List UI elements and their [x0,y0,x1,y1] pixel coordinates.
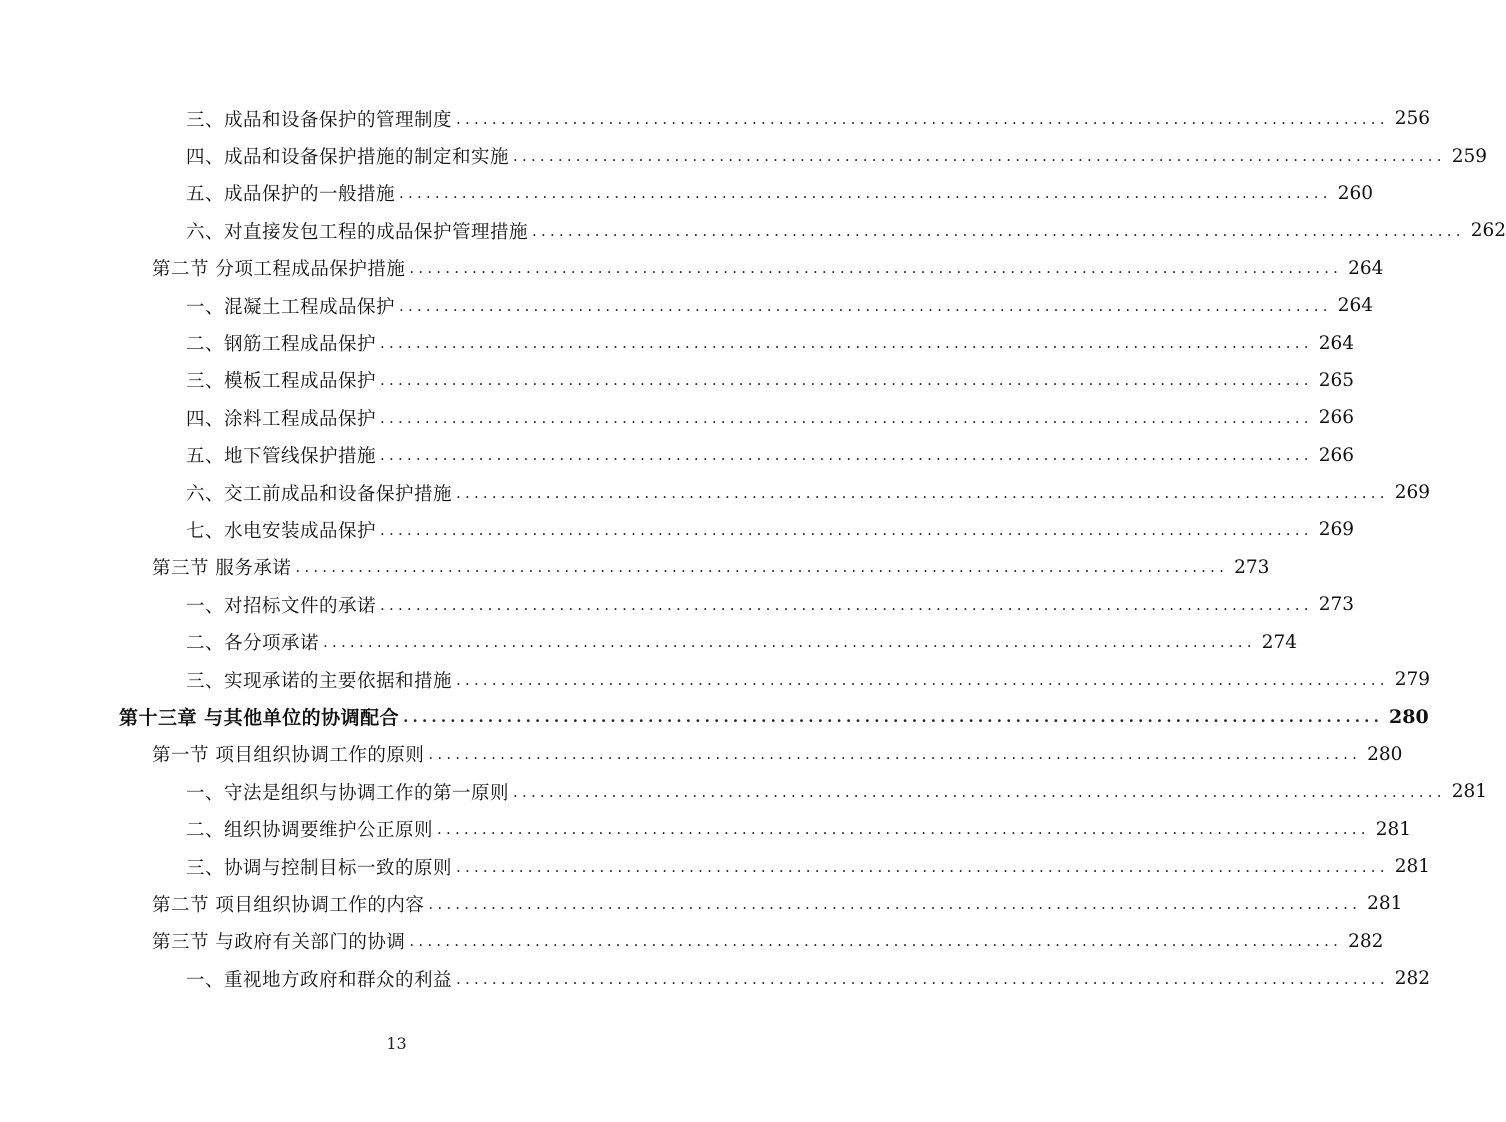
dot-leader: ........................................................................................................ [532,221,1465,240]
dot-leader: ........................................................................................................ [409,932,1343,951]
dot-leader: ........................................................................................................ [437,820,1370,839]
toc-entry-page: 266 [1318,407,1355,429]
toc-entry[interactable] [0,960,1431,997]
toc-section[interactable] [0,549,1270,586]
toc-entry-title: 六、交工前成品和设备保护措施 [186,483,453,505]
toc-entry[interactable] [0,586,1355,623]
toc-entry[interactable] [0,773,1488,810]
toc-entry[interactable] [0,362,1355,399]
dot-leader: ........................................................................................................ [456,483,1389,502]
toc-entry[interactable] [0,137,1488,174]
toc-entry-title: 二、组织协调要维护公正原则 [186,820,434,842]
toc-entry[interactable] [0,399,1355,436]
dot-leader: ........................................................................................................ [513,147,1446,166]
toc-section[interactable] [0,736,1403,773]
toc-entry-title: 四、成品和设备保护措施的制定和实施 [186,147,510,169]
toc-section-title: 第二节 分项工程成品保护措施 [152,259,406,281]
toc-entry[interactable] [0,287,1374,324]
toc-section-page: 264 [1348,257,1384,279]
toc-entry-page: 260 [1337,182,1374,204]
toc-entry-title: 一、守法是组织与协调工作的第一原则 [186,782,510,804]
toc-entry[interactable] [0,623,1298,660]
dot-leader: ........................................................................................................ [399,184,1332,203]
toc-entry-page: 266 [1318,444,1355,466]
toc-entry-title: 一、混凝土工程成品保护 [186,296,396,318]
dot-leader: ........................................................................................................ [513,782,1446,801]
toc-section-page: 273 [1234,556,1270,578]
toc-entry-title: 三、模板工程成品保护 [186,371,377,393]
toc-entry-page: 262 [1470,220,1506,242]
toc-entry-title: 一、重视地方政府和群众的利益 [186,969,453,991]
toc-entry-page: 269 [1318,519,1355,541]
toc-entry-title: 四、涂料工程成品保护 [186,408,377,430]
toc-section-title: 第三节 与政府有关部门的协调 [152,932,406,954]
dot-leader: ........................................................................................................ [456,857,1389,876]
dot-leader: ........................................................................................................ [380,520,1313,539]
toc-entry-title: 三、实现承诺的主要依据和措施 [186,670,453,692]
toc-entry-page: 274 [1261,631,1298,653]
dot-leader: ........................................................................................................ [380,334,1313,353]
dot-leader: ........................................................................................................ [403,707,1384,726]
toc-entry[interactable] [0,437,1355,474]
toc-section-title: 第二节 项目组织协调工作的内容 [152,894,425,916]
toc-entry[interactable] [0,100,1431,137]
toc-section[interactable] [0,250,1384,287]
dot-leader: ........................................................................................................ [295,558,1229,577]
toc-entry[interactable] [0,810,1412,847]
toc-section-page: 282 [1348,930,1384,952]
toc-section-title: 第三节 服务承诺 [152,558,292,580]
toc-section-title: 第一节 项目组织协调工作的原则 [152,745,425,767]
toc-entry-page: 279 [1394,669,1431,691]
dot-leader: ........................................................................................................ [428,894,1362,913]
toc-entry-page: 273 [1318,594,1355,616]
toc-section-page: 280 [1367,743,1403,765]
toc-chapter-page: 280 [1389,705,1429,728]
toc-entry-page: 282 [1394,968,1431,990]
dot-leader: ........................................................................................................ [456,969,1389,988]
toc-entry-page: 265 [1318,369,1355,391]
toc-chapter[interactable] [0,698,1429,735]
dot-leader: ........................................................................................................ [380,408,1313,427]
toc-entry-page: 259 [1451,145,1488,167]
toc-entry-title: 五、地下管线保护措施 [186,446,377,468]
toc-entry-title: 二、钢筋工程成品保护 [186,334,377,356]
toc-entry[interactable] [0,324,1355,361]
table-of-contents [0,100,1506,997]
dot-leader: ........................................................................................................ [380,446,1313,465]
toc-section[interactable] [0,923,1384,960]
toc-entry-page: 269 [1394,482,1431,504]
toc-chapter-title: 第十三章 与其他单位的协调配合 [119,707,400,730]
dot-leader: ........................................................................................................ [380,371,1313,390]
dot-leader: ........................................................................................................ [456,670,1389,689]
toc-entry-title: 一、对招标文件的承诺 [186,595,377,617]
toc-entry-title: 七、水电安装成品保护 [186,520,377,542]
toc-entry[interactable] [0,511,1355,548]
toc-entry-page: 264 [1318,332,1355,354]
dot-leader: ........................................................................................................ [380,595,1313,614]
dot-leader: ........................................................................................................ [428,745,1362,764]
toc-entry-title: 六、对直接发包工程的成品保护管理措施 [186,221,529,243]
toc-entry[interactable] [0,474,1431,511]
toc-section[interactable] [0,885,1403,922]
toc-entry[interactable] [0,175,1374,212]
dot-leader: ........................................................................................................ [399,296,1332,315]
toc-entry-page: 281 [1394,856,1431,877]
dot-leader: ........................................................................................................ [409,259,1343,278]
toc-entry-title: 三、成品和设备保护的管理制度 [186,109,453,131]
toc-entry-page: 256 [1394,108,1431,130]
toc-entry-title: 五、成品保护的一般措施 [186,184,396,206]
toc-entry-page: 264 [1337,295,1374,317]
toc-entry-page: 281 [1451,781,1488,803]
dot-leader: ........................................................................................................ [456,109,1389,128]
toc-entry-title: 三、协调与控制目标一致的原则 [186,857,453,879]
toc-entry[interactable] [0,661,1431,698]
toc-entry[interactable] [0,848,1431,885]
toc-entry-page: 281 [1375,818,1412,840]
dot-leader: ........................................................................................................ [323,633,1256,652]
page-number: 13 [386,1034,407,1053]
toc-entry-title: 二、各分项承诺 [186,633,320,655]
toc-entry[interactable] [0,212,1506,249]
toc-section-page: 281 [1367,893,1403,915]
